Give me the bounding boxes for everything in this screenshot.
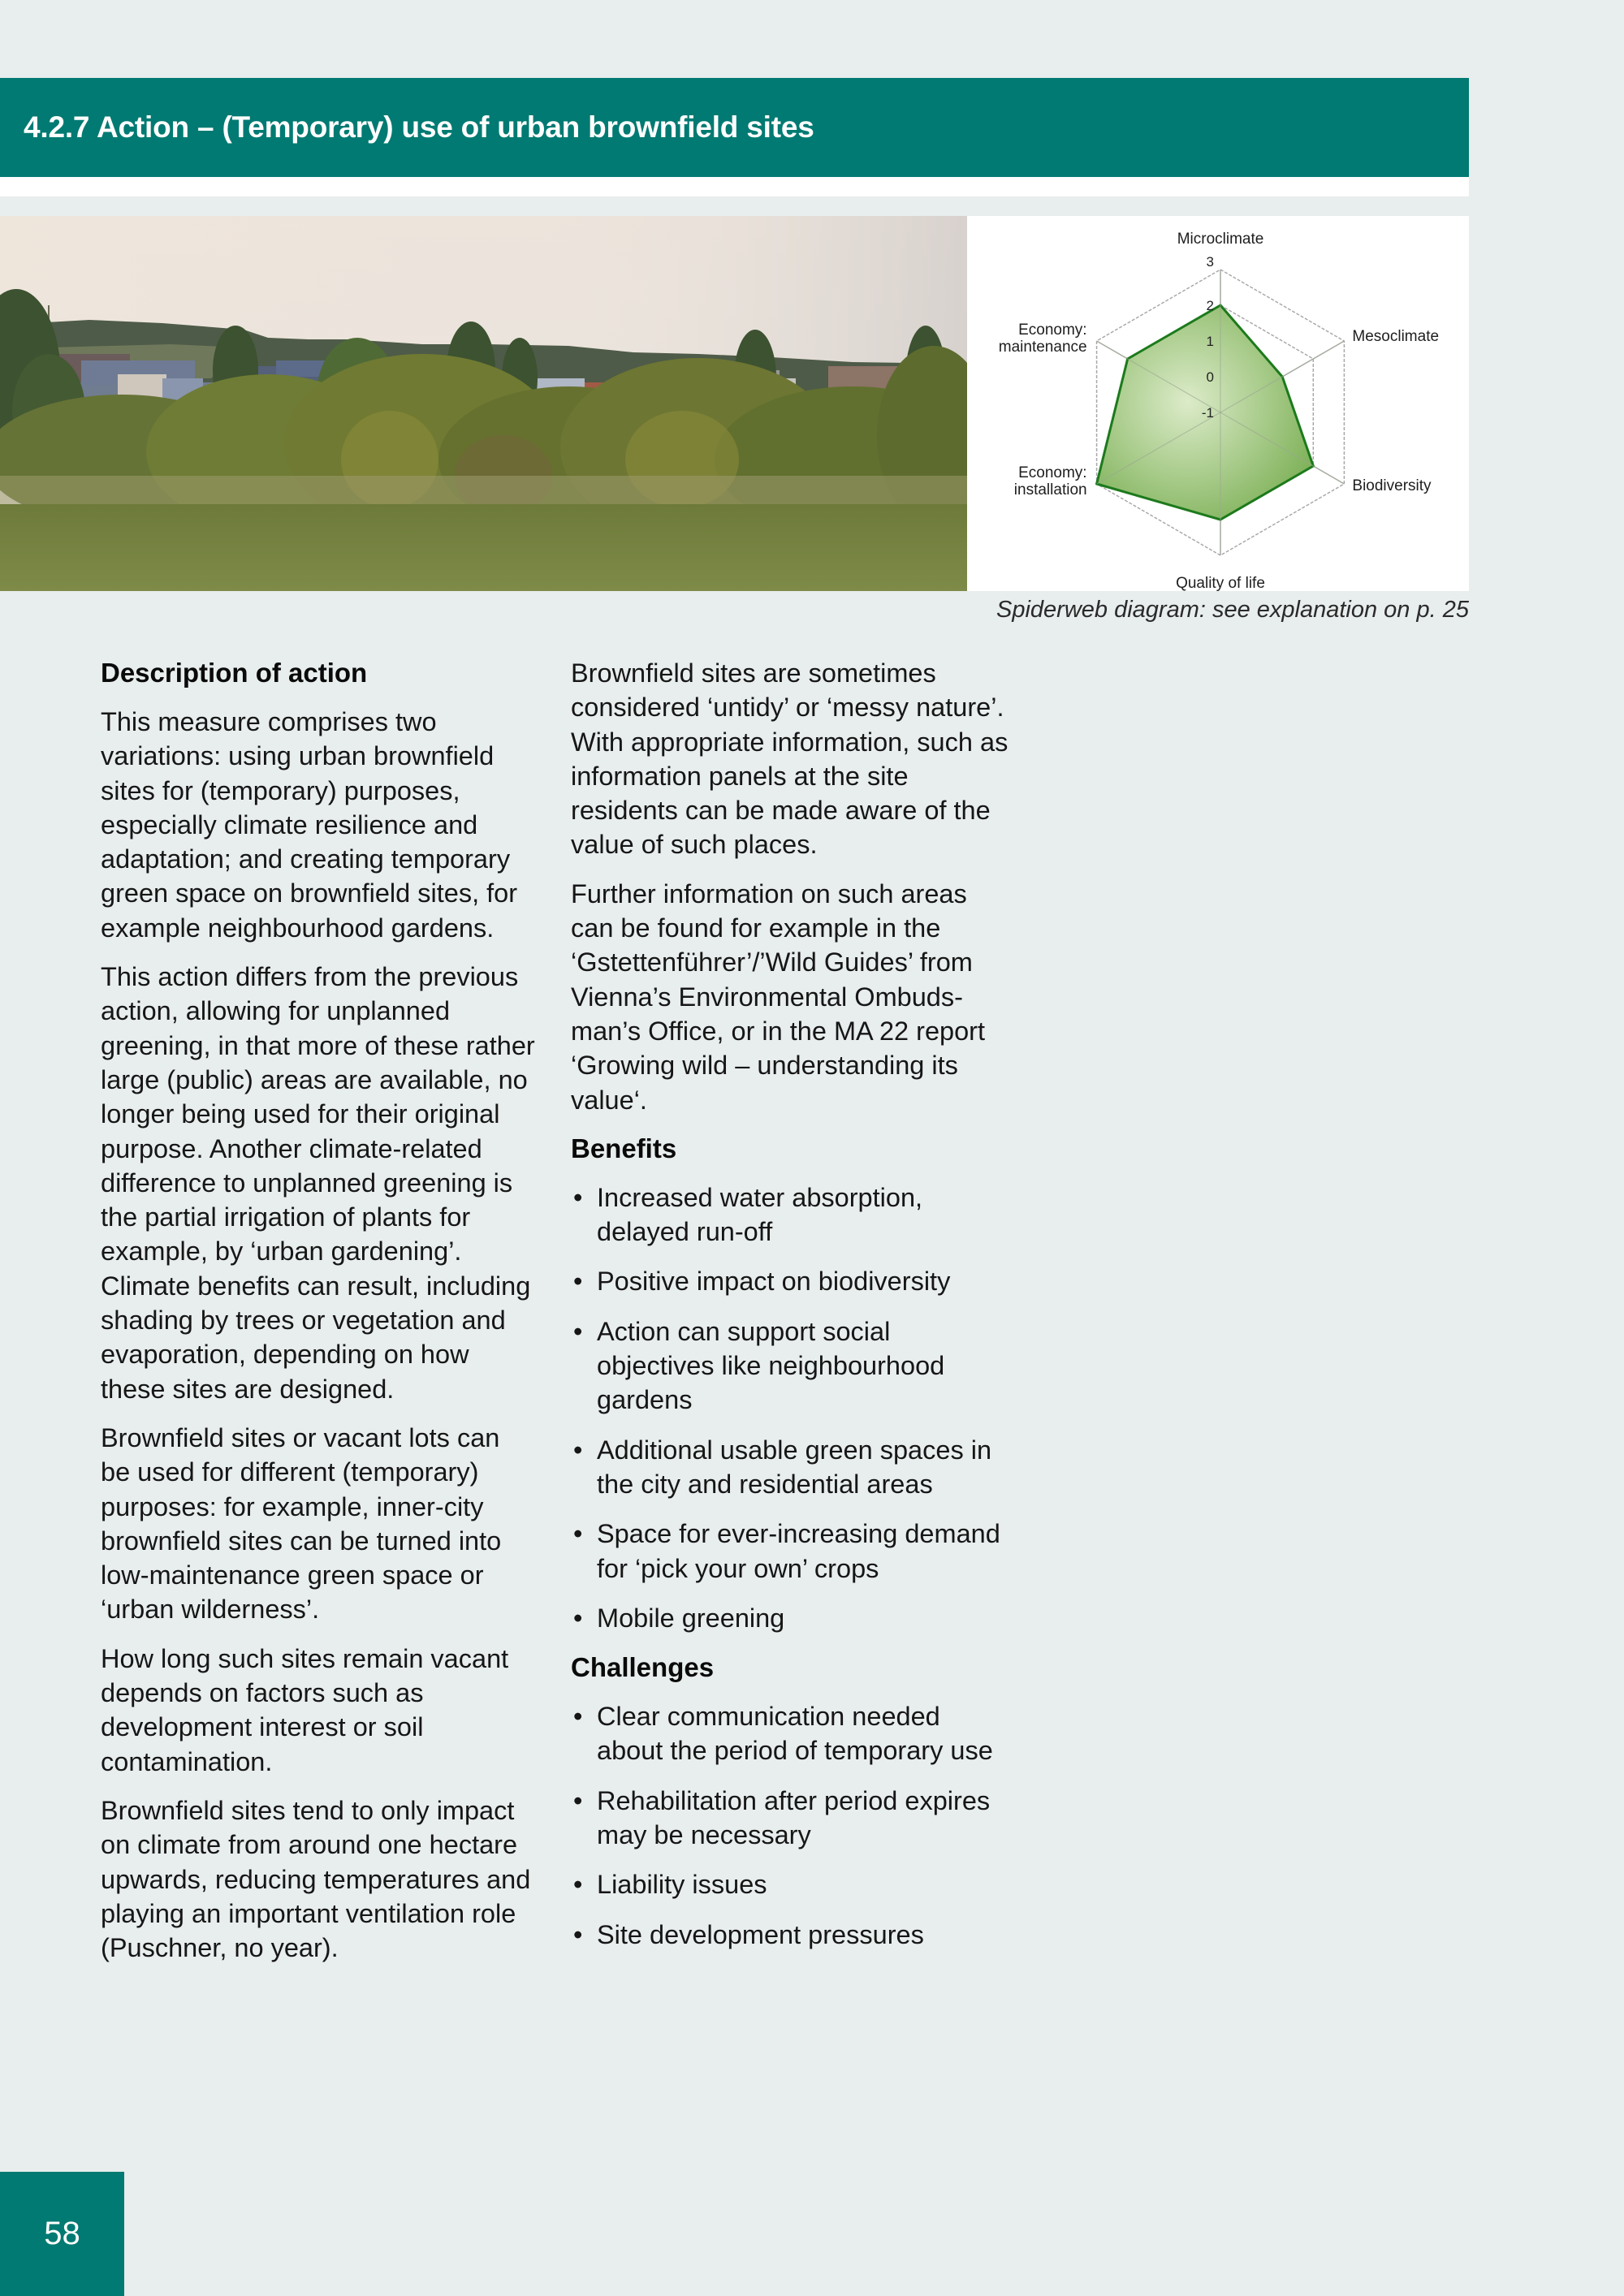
axis-label-line: Microclimate	[1177, 231, 1264, 248]
benefit-text: Mobile greening	[597, 1603, 785, 1633]
axis-label-line: Economy:	[1018, 322, 1087, 339]
tick-label: 3	[1206, 254, 1214, 270]
benefit-text: Action can support social objectives like neighbourhood gardens	[597, 1316, 945, 1415]
challenges-heading: Challenges	[571, 1652, 715, 1683]
right-column	[571, 656, 1009, 1967]
description-paragraph: Brownfield sites tend to only impact on climate from around one hectare upwards, reducing temperatures and playing an important ventilation role (Puschner, no year).	[101, 1795, 531, 1963]
benefit-text: Additional usable green spaces in the city and residential areas	[597, 1435, 992, 1499]
challenge-text: Rehabilitation after period expires may be necessary	[597, 1785, 991, 1850]
description-paragraph: This action differs from the previous action, allowing for unplanned greening, in that more of these rather large (public) areas are available, no longer being used for their original purpose. Another climate-related difference to unplanned greening is the partial irrigation of plants for example, by ‘urban gardening’. Climate benefits can result, including shading by trees or vegetation and evaporation, depending on how these sites are designed.	[101, 962, 535, 1404]
chart-caption: Spiderweb diagram: see explanation on p. 25	[996, 597, 1469, 623]
tick-label: -1	[1201, 405, 1214, 421]
benefit-item	[571, 1314, 1009, 1418]
challenge-text: Site development pressures	[597, 1919, 924, 1949]
challenge-item	[571, 1784, 1009, 1853]
spiderweb-chart-panel	[967, 216, 1469, 591]
tick-label: 2	[1206, 298, 1214, 313]
benefits-heading: Benefits	[571, 1133, 677, 1163]
benefit-text: Increased water absorption, delayed run-off	[597, 1182, 923, 1247]
benefit-text: Space for ever-increasing demand for ‘pick your own’ crops	[597, 1519, 1000, 1583]
bullet-icon: •	[573, 1316, 583, 1346]
axis-label	[999, 322, 1087, 356]
bullet-icon: •	[573, 1702, 583, 1732]
axis-label-line: Economy:	[1018, 464, 1087, 481]
bullet-icon: •	[573, 1519, 583, 1549]
challenges-list	[571, 1699, 1009, 1952]
page-number-box	[0, 2172, 124, 2296]
challenge-text: Clear communication needed about the period of temporary use	[597, 1702, 993, 1766]
benefit-item	[571, 1517, 1009, 1586]
axis-label	[1352, 477, 1432, 494]
axis-label-line: Mesoclimate	[1352, 328, 1440, 345]
axis-label-line: installation	[1013, 481, 1087, 498]
axis-label	[1014, 464, 1087, 498]
tick-label: 0	[1206, 369, 1214, 385]
chart-area	[1095, 270, 1344, 555]
challenge-text: Liability issues	[597, 1870, 767, 1900]
challenge-item	[571, 1867, 1009, 1901]
benefit-item	[571, 1601, 1009, 1635]
challenge-item	[571, 1918, 1009, 1952]
bullet-icon: •	[573, 1435, 583, 1465]
benefit-item	[571, 1264, 1009, 1298]
description-paragraph: This measure comprises two variations: using urban brownfield sites for (temporary) purposes, especially climate resilience and adaptation; and creating temporary green space on brownfield sites, for example neighbourhood gardens.	[101, 707, 518, 943]
benefit-text: Positive impact on biodiversity	[597, 1267, 951, 1297]
grass-field	[0, 504, 967, 591]
left-column	[101, 656, 535, 1979]
bullet-icon: •	[573, 1919, 583, 1949]
benefits-list	[571, 1180, 1009, 1635]
photo-illustration	[0, 216, 967, 591]
header-divider-strip	[0, 177, 1469, 196]
section-title: 4.2.7 Action – (Temporary) use of urban brownfield sites	[24, 110, 814, 144]
bullet-icon: •	[573, 1870, 583, 1900]
benefit-item	[571, 1433, 1009, 1502]
description-paragraph: Brownfield sites or vacant lots can be used for different (temporary) purposes: for example, inner-city brownfield sites can be turned into low-maintenance green space or ‘urban wilderness’.	[101, 1422, 502, 1625]
bullet-icon: •	[573, 1785, 583, 1815]
brownfield-site-photo	[0, 216, 967, 591]
benefit-item	[571, 1180, 1009, 1249]
axis-label	[1352, 328, 1439, 345]
axis-label-line: Quality of life	[1176, 575, 1265, 591]
axis-label-line: maintenance	[998, 339, 1087, 356]
page-number: 58	[44, 2216, 80, 2251]
axis-label	[1176, 575, 1265, 591]
tick-label: 1	[1206, 334, 1214, 349]
bullet-icon: •	[573, 1182, 583, 1212]
challenge-item	[571, 1699, 1009, 1768]
body-paragraph: Brownfield sites are sometimes considered ‘untidy’ or ‘messy nature’. With appropriate information, such as information panels at the site residents can be made aware of the value of such places.	[571, 658, 1009, 860]
axis-label	[1177, 231, 1264, 248]
description-heading: Description of action	[101, 658, 368, 688]
axis-label-line: Biodiversity	[1352, 477, 1432, 494]
section-header	[0, 78, 1469, 177]
spiderweb-chart	[967, 216, 1469, 591]
bullet-icon: •	[573, 1603, 583, 1633]
body-paragraph: Further information on such areas can be found for example in the ‘Gstettenführer’/’Wild Guides’ from Vienna’s Environmental Ombudsman’s Office, or in the MA 22 report ‘Growing wild – understanding its value‘.	[571, 878, 986, 1115]
bullet-icon: •	[573, 1267, 583, 1297]
description-paragraph: How long such sites remain vacant depends on factors such as development interest or soil contamination.	[101, 1643, 509, 1776]
